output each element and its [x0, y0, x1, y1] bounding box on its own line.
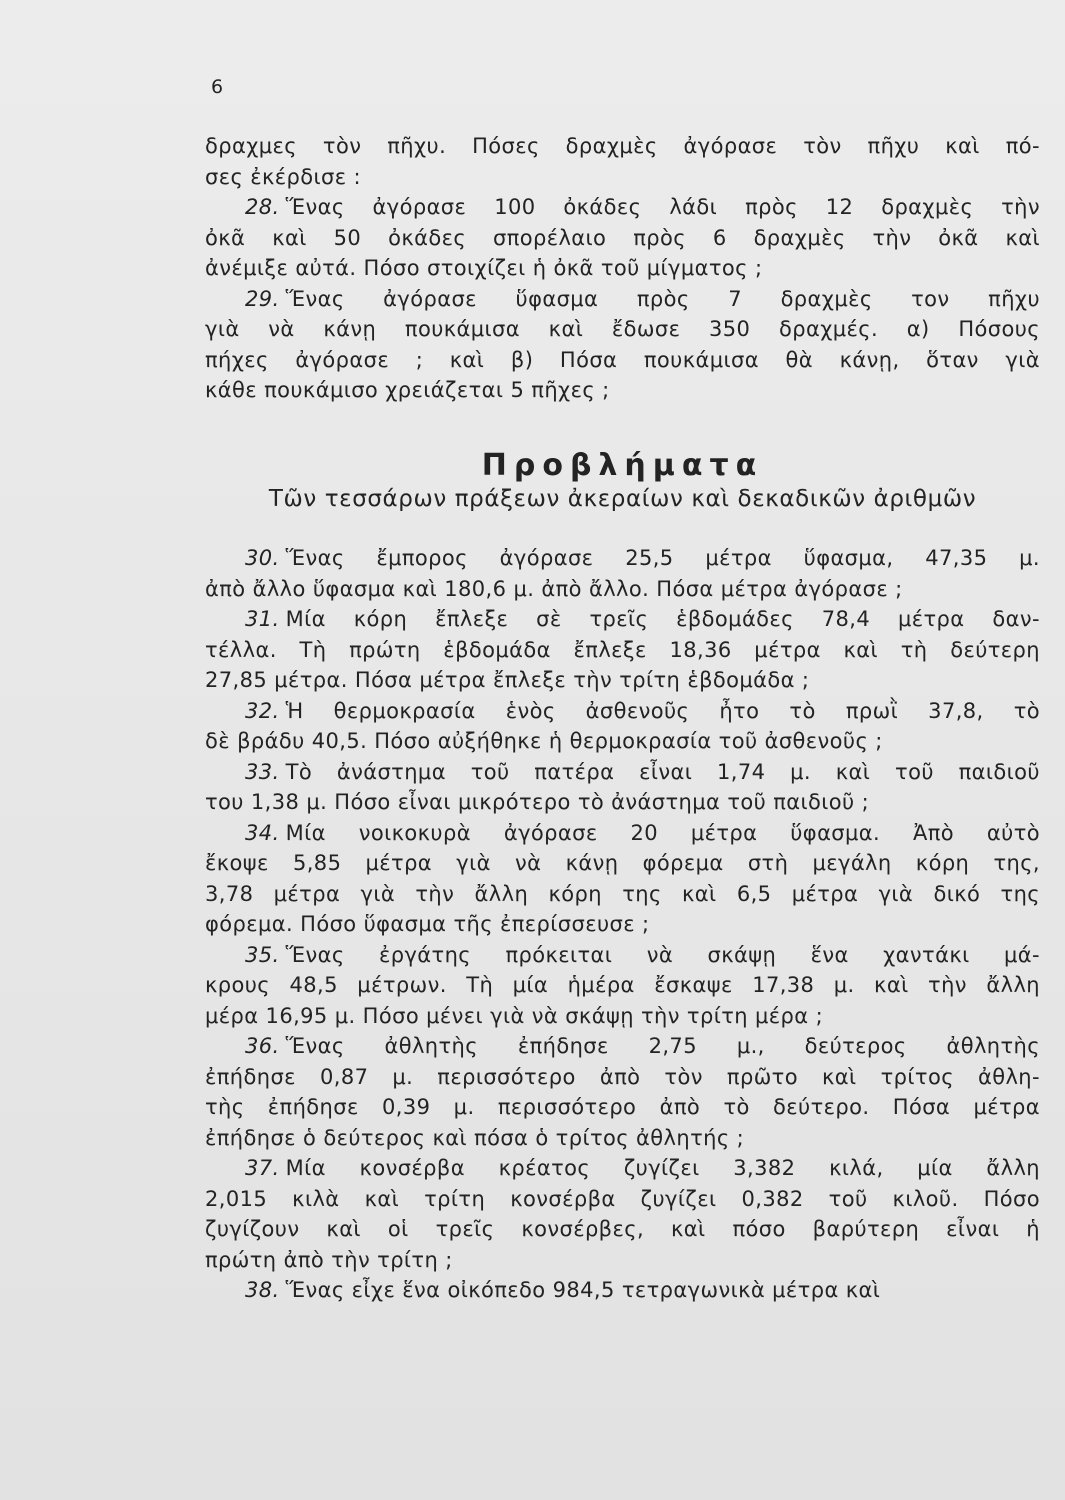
text-line: πήχες ἀγόρασε ; καὶ β) Πόσα πουκάμισα θὰ κάνῃ, ὅταν γιὰ: [205, 347, 1040, 372]
problem-text: Τὸ ἀνάστημα τοῦ πατέρα εἶναι 1,74 μ. καὶ τοῦ παιδιοῦ: [285, 759, 1040, 784]
problem-text: Ἡ θερμοκρασία ἑνὸς ἀσθενοῦς ἦτο τὸ πρωῒ 37,8, τὸ: [285, 698, 1040, 723]
text-line: τὴς ἐπήδησε 0,39 μ. περισσότερο ἀπὸ τὸ δεύτερο. Πόσα μέτρα: [205, 1095, 1040, 1119]
problem-text: Μία νοικοκυρὰ ἀγόρασε 20 μέτρα ὕφασμα. Ἀπὸ αὐτὸ: [285, 820, 1040, 845]
problem-number: 38.: [245, 1278, 280, 1302]
text-line: μέρα 16,95 μ. Πόσο μένει γιὰ νὰ σκάψῃ τὴν τρίτη μέρα ;: [205, 1003, 824, 1028]
text-line: ἔκοψε 5,85 μέτρα γιὰ νὰ κάνῃ φόρεμα στὴ μεγάλη κόρη της,: [205, 851, 1040, 875]
text-line: φόρεμα. Πόσο ὕφασμα τῆς ἐπερίσσευσε ;: [205, 912, 650, 936]
text-line: [205, 696, 1040, 727]
problems-list-a: [205, 192, 1040, 406]
text-line: του 1,38 μ. Πόσο εἶναι μικρότερο τὸ ἀνάστημα τοῦ παιδιοῦ ;: [205, 790, 870, 814]
text-line: πρώτη ἀπὸ τὴν τρίτη ;: [205, 1247, 453, 1272]
text-line: κρους 48,5 μέτρων. Τὴ μία ἡμέρα ἔσκαψε 17,38 μ. καὶ τὴν ἄλλη: [205, 973, 1040, 997]
text-line: σες ἐκέρδισε :: [205, 164, 362, 189]
problem-item: [205, 1275, 1040, 1306]
section-heading: Προβλήματα: [481, 448, 764, 483]
text-line: ὀκᾶ καὶ 50 ὀκάδες σπορέλαιο πρὸς 6 δραχμὲς τὴν ὀκᾶ καὶ: [205, 225, 1040, 250]
text-line: 27,85 μέτρα. Πόσα μέτρα ἔπλεξε τὴν τρίτη ἑβδομάδα ;: [205, 668, 810, 692]
text-line: [205, 940, 1040, 971]
text-line: [205, 1275, 1040, 1306]
text-line: ἀνέμιξε αὐτά. Πόσο στοιχίζει ἡ ὀκᾶ τοῦ μίγματος ;: [205, 256, 763, 280]
section-subheading: Τῶν τεσσάρων πράξεων ἀκεραίων καὶ δεκαδικῶν ἀριθμῶν: [268, 486, 977, 512]
text-line: δραχμες τὸν πῆχυ. Πόσες δραχμὲς ἀγόρασε τὸν πῆχυ καὶ πό-: [205, 134, 1040, 158]
text-line: τέλλα. Τὴ πρώτη ἑβδομάδα ἔπλεξε 18,36 μέτρα καὶ τὴ δεύτερη: [205, 637, 1040, 662]
problem-item: [205, 543, 1040, 604]
problem-number: 31.: [245, 607, 280, 631]
text-line: 2,015 κιλὰ καὶ τρίτη κονσέρβα ζυγίζει 0,382 τοῦ κιλοῦ. Πόσο: [205, 1186, 1040, 1211]
problem-item: [205, 604, 1040, 696]
problem-text: Ἕνας ἔμπορος ἀγόρασε 25,5 μέτρα ὕφασμα, 47,35 μ.: [285, 546, 1040, 570]
problem-item: [205, 284, 1040, 406]
text-line: [205, 543, 1040, 574]
text-line: [205, 284, 1040, 315]
problems-list-b: [205, 543, 1040, 1306]
problem-text: Μία κονσέρβα κρέατος ζυγίζει 3,382 κιλά, μία ἄλλη: [285, 1156, 1040, 1180]
text-line: ἐπήδησε ὁ δεύτερος καὶ πόσα ὁ τρίτος ἀθλητής ;: [205, 1125, 745, 1150]
intro-paragraph: [205, 131, 1040, 192]
problem-text: Ἕνας ἀγόρασε 100 ὀκάδες λάδι πρὸς 12 δραχμὲς τὴν: [285, 195, 1040, 219]
problem-number: 36.: [245, 1034, 280, 1058]
problem-number: 35.: [245, 942, 280, 967]
problem-item: [205, 757, 1040, 818]
text-line: ζυγίζουν καὶ οἱ τρεῖς κονσέρβες, καὶ πόσο βαρύτερη εἶναι ἡ: [205, 1217, 1040, 1241]
problem-item: [205, 696, 1040, 757]
problem-number: 28.: [245, 195, 280, 219]
text-line: 3,78 μέτρα γιὰ τὴν ἄλλη κόρη της καὶ 6,5 μέτρα γιὰ δικό της: [205, 881, 1040, 906]
problem-text: Ἕνας ἀθλητὴς ἐπήδησε 2,75 μ., δεύτερος ἀθλητὴς: [285, 1034, 1040, 1058]
text-line: [205, 192, 1040, 223]
problem-number: 37.: [245, 1156, 280, 1180]
problem-number: 29.: [245, 286, 280, 311]
text-line: δὲ βράδυ 40,5. Πόσο αὐξήθηκε ἡ θερμοκρασία τοῦ ἀσθενοῦς ;: [205, 729, 883, 753]
text-line: [205, 818, 1040, 849]
page-number: 6: [211, 76, 225, 98]
problem-number: 34.: [245, 820, 280, 845]
text-line: [205, 1153, 1040, 1184]
problem-item: [205, 940, 1040, 1032]
text-line: [205, 604, 1040, 635]
text-line: ἀπὸ ἄλλο ὕφασμα καὶ 180,6 μ. ἀπὸ ἄλλο. Πόσα μέτρα ἀγόρασε ;: [205, 576, 903, 601]
problem-number: 33.: [245, 759, 280, 784]
upper-text: [205, 131, 1040, 406]
problem-item: [205, 192, 1040, 284]
problem-number: 30.: [245, 546, 280, 570]
problem-item: [205, 1153, 1040, 1275]
text-line: γιὰ νὰ κάνῃ πουκάμισα καὶ ἔδωσε 350 δραχμές. α) Πόσους: [205, 317, 1040, 341]
problem-text: Ἕνας ἀγόρασε ὕφασμα πρὸς 7 δραχμὲς τον πῆχυ: [285, 286, 1040, 311]
text-line: ἐπήδησε 0,87 μ. περισσότερο ἀπὸ τὸν πρῶτο καὶ τρίτος ἀθλη-: [205, 1064, 1040, 1089]
problem-text: Ἕνας ἐργάτης πρόκειται νὰ σκάψῃ ἕνα χαντάκι μά-: [285, 942, 1040, 967]
problem-text: Ἕνας εἶχε ἕνα οἰκόπεδο 984,5 τετραγωνικὰ μέτρα καὶ: [285, 1278, 881, 1302]
text-line: [205, 1031, 1040, 1062]
problem-number: 32.: [245, 698, 280, 723]
text-line: κάθε πουκάμισο χρειάζεται 5 πῆχες ;: [205, 378, 610, 402]
problem-item: [205, 1031, 1040, 1153]
lower-text: [205, 543, 1040, 1306]
problem-item: [205, 818, 1040, 940]
text-line: [205, 757, 1040, 788]
problem-text: Μία κόρη ἔπλεξε σὲ τρεῖς ἑβδομάδες 78,4 μέτρα δαν-: [285, 607, 1040, 631]
